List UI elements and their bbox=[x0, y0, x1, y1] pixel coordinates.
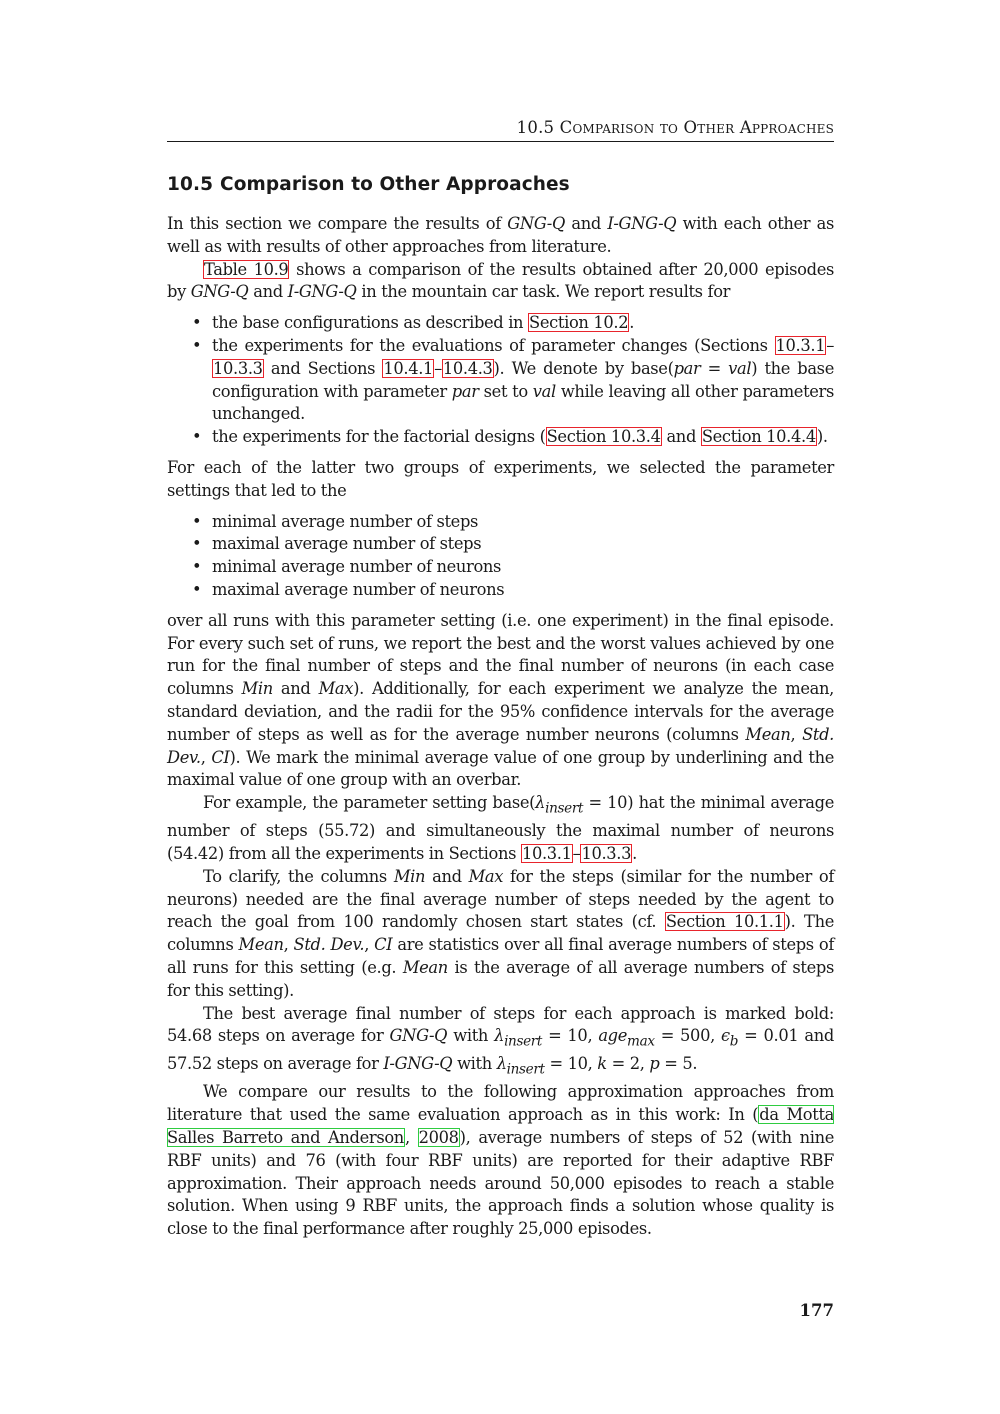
text: , bbox=[364, 935, 375, 955]
text: The best average final number of steps for each approach is marked bold: 54.68 steps on average for bbox=[167, 1003, 834, 1046]
text: = 0.01 and 57.52 steps on average for bbox=[167, 1026, 834, 1074]
link-section-10-2[interactable]: Section 10.2 bbox=[529, 313, 629, 333]
list-item: • maximal average number of neurons bbox=[212, 579, 834, 602]
text: and bbox=[661, 427, 701, 447]
math-subscript: b bbox=[729, 1033, 739, 1050]
section-number: 10.5 bbox=[167, 174, 214, 195]
running-head-title: Comparison to Other Approaches bbox=[559, 118, 834, 137]
text: in the mountain car task. We report results for bbox=[356, 282, 731, 302]
link-section-10-3-4[interactable]: Section 10.3.4 bbox=[546, 427, 661, 447]
text: with bbox=[447, 1026, 495, 1046]
term-mean: Mean bbox=[745, 724, 791, 744]
math-par: par bbox=[451, 381, 479, 401]
text: . bbox=[632, 843, 637, 863]
text: In this section we compare the results of bbox=[167, 214, 508, 233]
text: = 10, bbox=[544, 1054, 598, 1074]
text: , bbox=[200, 747, 212, 767]
text: , bbox=[404, 1128, 418, 1148]
text: and Sections bbox=[263, 358, 383, 378]
criteria-list bbox=[167, 511, 834, 602]
page bbox=[167, 0, 834, 1414]
text: the experiments for the factorial designs ( bbox=[212, 427, 546, 447]
section-heading bbox=[167, 174, 834, 195]
text: and bbox=[272, 679, 319, 699]
math-subscript: insert bbox=[545, 800, 584, 817]
text: ). The columns bbox=[167, 912, 834, 955]
link-section-10-4-1[interactable]: 10.4.1 bbox=[383, 358, 434, 378]
list-item: • maximal average number of steps bbox=[212, 533, 834, 556]
list-item: • minimal average number of steps bbox=[212, 511, 834, 534]
list-item bbox=[212, 426, 834, 449]
term-std-dev: Std. Dev. bbox=[293, 935, 365, 955]
paragraph-table-ref bbox=[167, 259, 834, 305]
results-list bbox=[167, 312, 834, 449]
term-std-dev: Std. Dev. bbox=[167, 724, 835, 767]
paragraph-selection: For each of the latter two groups of experiments, we selected the parameter settings that led to the bbox=[167, 457, 834, 500]
term-gng-q: GNG-Q bbox=[190, 282, 249, 302]
text: ), average numbers of steps of 52 (with nine RBF units) and 76 (with four RBF units) are reported for their adaptive RBF approximation. Their approach needs around 50,000 episodes to reach a stable solution. When using 9 RBF units, the approach finds a solution whose quality is close to the final performance after roughly 25,000 episodes. bbox=[167, 1128, 834, 1239]
text: ). We denote by base( bbox=[493, 358, 674, 378]
link-section-10-3-3[interactable]: 10.3.3 bbox=[213, 358, 263, 378]
link-section-10-3-1[interactable]: 10.3.1 bbox=[775, 335, 826, 355]
link-section-10-4-3[interactable]: 10.4.3 bbox=[442, 358, 493, 378]
header-rule bbox=[167, 141, 834, 142]
text: – bbox=[434, 358, 442, 378]
text: = 500, bbox=[654, 1026, 721, 1046]
list-item: • minimal average number of neurons bbox=[212, 556, 834, 579]
running-head-number: 10.5 bbox=[516, 118, 555, 137]
text: while leaving all other parameters unchanged. bbox=[212, 381, 834, 424]
link-section-10-3-1[interactable]: 10.3.1 bbox=[521, 843, 572, 863]
text: the base configurations as described in bbox=[212, 313, 529, 333]
text: is the average of all average numbers of steps for this setting). bbox=[167, 957, 834, 1000]
text: We compare our results to the following approximation approaches from literature that used the same evaluation approach as in this work: In ( bbox=[167, 1082, 834, 1125]
text: for the steps (similar for the number of neurons) needed are the final average number of steps needed by the agent to reach the goal from 100 randomly chosen start states (cf. bbox=[167, 866, 835, 932]
text: = 2, bbox=[606, 1054, 650, 1074]
paragraph-example bbox=[167, 792, 834, 866]
link-section-10-4-4[interactable]: Section 10.4.4 bbox=[701, 427, 816, 447]
term-ci: CI bbox=[211, 747, 230, 767]
text: To clarify, the columns bbox=[203, 866, 394, 886]
text: = 5. bbox=[659, 1054, 698, 1074]
text: ). We mark the minimal average value of one group by underlining and the maximal value of one group with an overbar. bbox=[167, 747, 834, 790]
text: , bbox=[283, 935, 294, 955]
text: over all runs with this parameter setting (i.e. one experiment) in the final episode. For every such set of runs, we report the best and the worst values achieved by one run for the final number of steps and the final number of neurons (in each case columns bbox=[167, 610, 834, 699]
citation-link-year[interactable]: 2008 bbox=[418, 1128, 459, 1148]
math-subscript: max bbox=[627, 1033, 655, 1050]
page-number: 177 bbox=[799, 1301, 834, 1320]
text: For example, the parameter setting base( bbox=[203, 793, 536, 813]
list-item bbox=[212, 312, 834, 335]
text: and bbox=[425, 866, 469, 886]
text: with each other as well as with results of other approaches from literature. bbox=[167, 214, 835, 256]
body-text bbox=[167, 174, 834, 1241]
math-epsilon: ϵ bbox=[720, 1026, 730, 1046]
term-max: Max bbox=[318, 679, 354, 699]
math-lambda: λ bbox=[496, 1054, 507, 1074]
link-table-10-9[interactable]: Table 10.9 bbox=[204, 259, 289, 279]
term-i-gng-q: I-GNG-Q bbox=[607, 214, 677, 233]
term-gng-q: GNG-Q bbox=[507, 214, 565, 233]
text: = 10, bbox=[542, 1026, 599, 1046]
text: = 10) hat the minimal average number of steps (55.72) and simultaneously the maximal number of neurons (54.42) from all the experiments in Sections bbox=[167, 793, 834, 863]
section-title: Comparison to Other Approaches bbox=[220, 174, 570, 195]
math-val: val bbox=[728, 358, 752, 378]
text: = bbox=[700, 358, 729, 378]
math-p: p bbox=[649, 1054, 660, 1074]
term-mean: Mean bbox=[402, 957, 448, 977]
text: and bbox=[248, 282, 288, 302]
term-min: Min bbox=[393, 866, 426, 886]
paragraph-literature bbox=[167, 1081, 834, 1241]
text: with bbox=[452, 1054, 497, 1074]
text: the experiments for the evaluations of parameter changes (Sections bbox=[212, 335, 775, 355]
term-ci: CI bbox=[374, 935, 393, 955]
citation-link-author[interactable]: da Motta Salles Barreto and Anderson bbox=[167, 1105, 835, 1148]
math-par: par bbox=[673, 358, 701, 378]
text: – bbox=[572, 843, 581, 863]
term-max: Max bbox=[468, 866, 504, 886]
text: set to bbox=[478, 381, 533, 401]
paragraph-columns bbox=[167, 610, 834, 792]
term-i-gng-q: I-GNG-Q bbox=[383, 1054, 453, 1074]
text: . bbox=[629, 313, 635, 333]
list-item bbox=[212, 335, 834, 426]
math-subscript: insert bbox=[504, 1033, 543, 1050]
link-section-10-1-1[interactable]: Section 10.1.1 bbox=[665, 912, 784, 932]
term-mean: Mean bbox=[238, 935, 284, 955]
math-subscript: insert bbox=[506, 1061, 545, 1078]
paragraph-best bbox=[167, 1003, 834, 1082]
text: ). Additionally, for each experiment we analyze the mean, standard deviation, and the radii for the 95% confidence intervals for the average number of steps as well as for the average number neurons (columns bbox=[167, 679, 834, 744]
math-lambda: λ bbox=[535, 793, 546, 813]
link-section-10-3-3[interactable]: 10.3.3 bbox=[581, 843, 632, 863]
text: ). bbox=[816, 427, 828, 447]
math-k: k bbox=[597, 1054, 607, 1074]
math-lambda: λ bbox=[494, 1026, 505, 1046]
paragraph-intro bbox=[167, 213, 834, 259]
math-age: age bbox=[598, 1026, 628, 1046]
text: – bbox=[826, 335, 834, 355]
text: , bbox=[790, 724, 803, 744]
term-i-gng-q: I-GNG-Q bbox=[287, 282, 357, 302]
math-val: val bbox=[532, 381, 556, 401]
paragraph-clarify bbox=[167, 866, 834, 1003]
term-min: Min bbox=[241, 679, 273, 699]
text: and bbox=[564, 214, 608, 233]
text: shows a comparison of the results obtained after 20,000 episodes by bbox=[167, 259, 834, 302]
running-head bbox=[517, 118, 834, 137]
text: ) the base configuration with parameter bbox=[212, 358, 834, 401]
term-gng-q: GNG-Q bbox=[389, 1026, 448, 1046]
text: are statistics over all final average numbers of steps of all runs for this setting (e.g. bbox=[167, 935, 834, 977]
